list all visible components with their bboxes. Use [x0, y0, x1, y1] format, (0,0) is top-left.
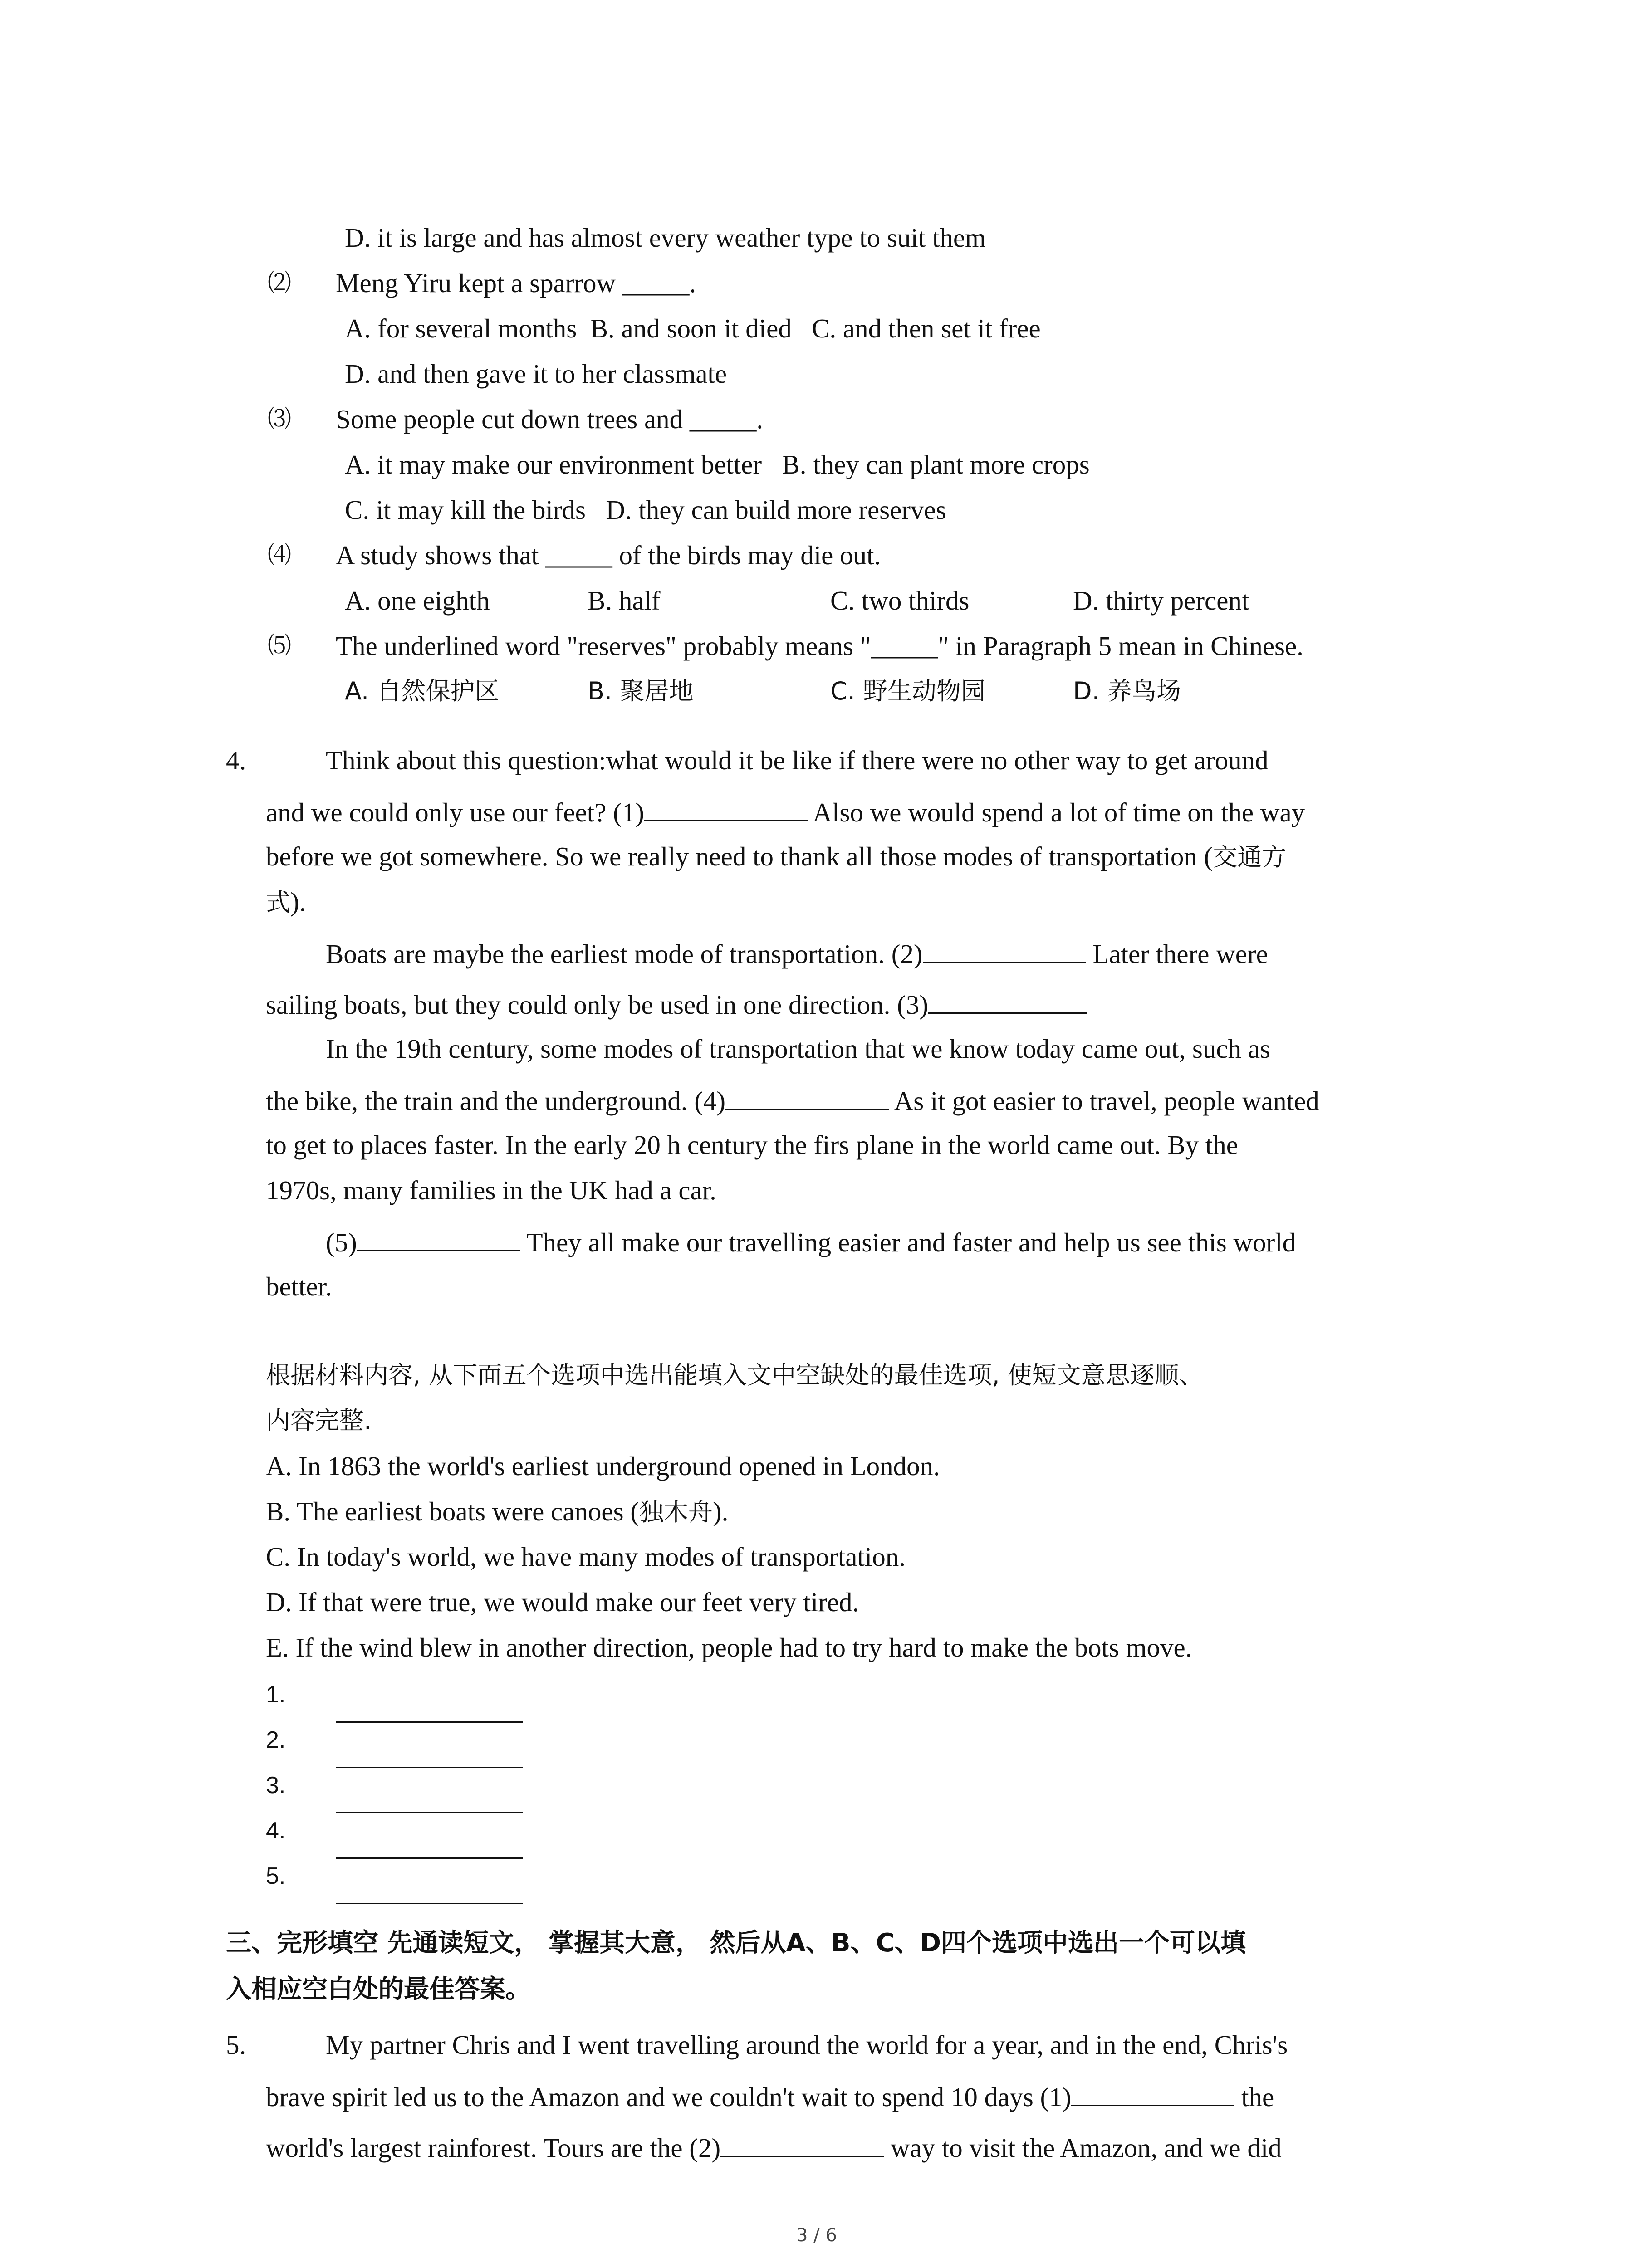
q4-blank-1[interactable] [644, 795, 808, 821]
q4-instruction-line1: 根据材料内容, 从下面五个选项中选出能填入文中空缺处的最佳选项, 使短文意思逐顺、 [266, 1361, 1204, 1389]
section3-heading-line1: 三、完形填空 先通读短文， 掌握其大意， 然后从A、B、C、D四个选项中选出一个可以填 [226, 1928, 1246, 1958]
q4-blank-3[interactable] [928, 987, 1087, 1014]
q4-choice-a: A. In 1863 the world's earliest underground opened in London. [266, 1451, 940, 1481]
q4-line1: Think about this question:what would it be like if there were no other way to get around [326, 745, 1269, 775]
q3-3-options-line2: C. it may kill the birds D. they can build more reserves [345, 495, 946, 525]
q3-1-option-d: D. it is large and has almost every weather type to suit them [345, 223, 986, 253]
q4-para3-line3: to get to places faster. In the early 20 h century the firs plane in the world came out. By the [266, 1130, 1238, 1160]
q4-choice-e: E. If the wind blew in another direction, people had to try hard to make the bots move. [266, 1633, 1192, 1662]
q4-para3-line2: the bike, the train and the underground. (4) As it got easier to travel, people wanted [266, 1083, 1319, 1117]
q3-2-options-line2: D. and then gave it to her classmate [345, 359, 727, 389]
q4-answer-line-3[interactable] [336, 1812, 523, 1813]
q3-5-option-d: D. 养鸟场 [1073, 677, 1181, 705]
q3-5-option-b: B. 聚居地 [588, 677, 694, 705]
q4-answer-label-3: 3. [266, 1772, 286, 1799]
q5-blank-1[interactable] [1071, 2079, 1234, 2106]
q5-line2: brave spirit led us to the Amazon and we couldn't wait to spend 10 days (1) the [266, 2079, 1274, 2113]
q3-3-number: ⑶ [268, 406, 292, 432]
q4-answer-line-1[interactable] [336, 1721, 523, 1723]
q5-blank-2[interactable] [720, 2130, 884, 2157]
q3-4-stem: A study shows that _____ of the birds may die out. [336, 540, 881, 570]
q5-line1: My partner Chris and I went travelling around the world for a year, and in the end, Chris's [326, 2030, 1288, 2060]
q4-line4: 式). [266, 887, 306, 917]
q3-5-number: ⑸ [268, 633, 292, 659]
q3-2-stem: Meng Yiru kept a sparrow _____. [336, 268, 696, 298]
q3-4-option-c: C. two thirds [830, 586, 970, 616]
q4-para2-line1: Boats are maybe the earliest mode of transportation. (2) Later there were [326, 936, 1268, 970]
q4-answer-label-4: 4. [266, 1818, 286, 1844]
q4-para4-line2: better. [266, 1271, 332, 1301]
q3-4-option-d: D. thirty percent [1073, 586, 1249, 616]
section3-heading-line2: 入相应空白处的最佳答案。 [226, 1975, 531, 2004]
q3-4-option-b: B. half [588, 586, 661, 616]
q4-line3: before we got somewhere. So we really need to thank all those modes of transportation (交通方 [266, 841, 1287, 871]
q4-blank-2[interactable] [923, 936, 1086, 963]
q5-line3: world's largest rainforest. Tours are the (2) way to visit the Amazon, and we did [266, 2130, 1282, 2164]
q3-2-options-line1: A. for several months B. and soon it died C. and then set it free [345, 313, 1041, 343]
q4-choice-c: C. In today's world, we have many modes of transportation. [266, 1542, 906, 1572]
q4-para2-line2: sailing boats, but they could only be used in one direction. (3) [266, 987, 1087, 1021]
q3-2-number: ⑵ [268, 270, 292, 296]
q3-3-options-line1: A. it may make our environment better B. they can plant more crops [345, 450, 1090, 479]
page-number: 3 / 6 [796, 2225, 837, 2246]
q4-answer-line-5[interactable] [336, 1903, 523, 1904]
q3-3-stem: Some people cut down trees and _____. [336, 404, 764, 434]
q3-5-option-a: A. 自然保护区 [345, 677, 500, 705]
q4-blank-5[interactable] [357, 1225, 520, 1251]
q3-5-stem: The underlined word "reserves" probably means "_____" in Paragraph 5 mean in Chinese. [336, 631, 1303, 661]
q3-4-option-a: A. one eighth [345, 586, 490, 616]
q5-number: 5. [226, 2030, 246, 2060]
q4-choice-d: D. If that were true, we would make our feet very tired. [266, 1587, 859, 1617]
q4-choice-b: B. The earliest boats were canoes (独木舟). [266, 1496, 729, 1526]
q4-number: 4. [226, 745, 246, 775]
q4-instruction-line2: 内容完整. [266, 1406, 372, 1435]
q4-answer-line-2[interactable] [336, 1767, 523, 1768]
q4-blank-4[interactable] [725, 1083, 889, 1110]
q4-para3-line4: 1970s, many families in the UK had a car. [266, 1175, 716, 1205]
q4-para4-line1: (5) They all make our travelling easier and faster and help us see this world [326, 1225, 1296, 1259]
q3-5-option-c: C. 野生动物园 [830, 677, 986, 705]
q4-answer-label-2: 2. [266, 1727, 286, 1753]
q4-para3-line1: In the 19th century, some modes of transportation that we know today came out, such as [326, 1034, 1270, 1064]
q4-answer-line-4[interactable] [336, 1857, 523, 1859]
q4-answer-label-1: 1. [266, 1681, 286, 1708]
q4-answer-label-5: 5. [266, 1863, 286, 1889]
q3-4-number: ⑷ [268, 542, 292, 568]
q4-line2: and we could only use our feet? (1) Also we would spend a lot of time on the way [266, 795, 1305, 829]
